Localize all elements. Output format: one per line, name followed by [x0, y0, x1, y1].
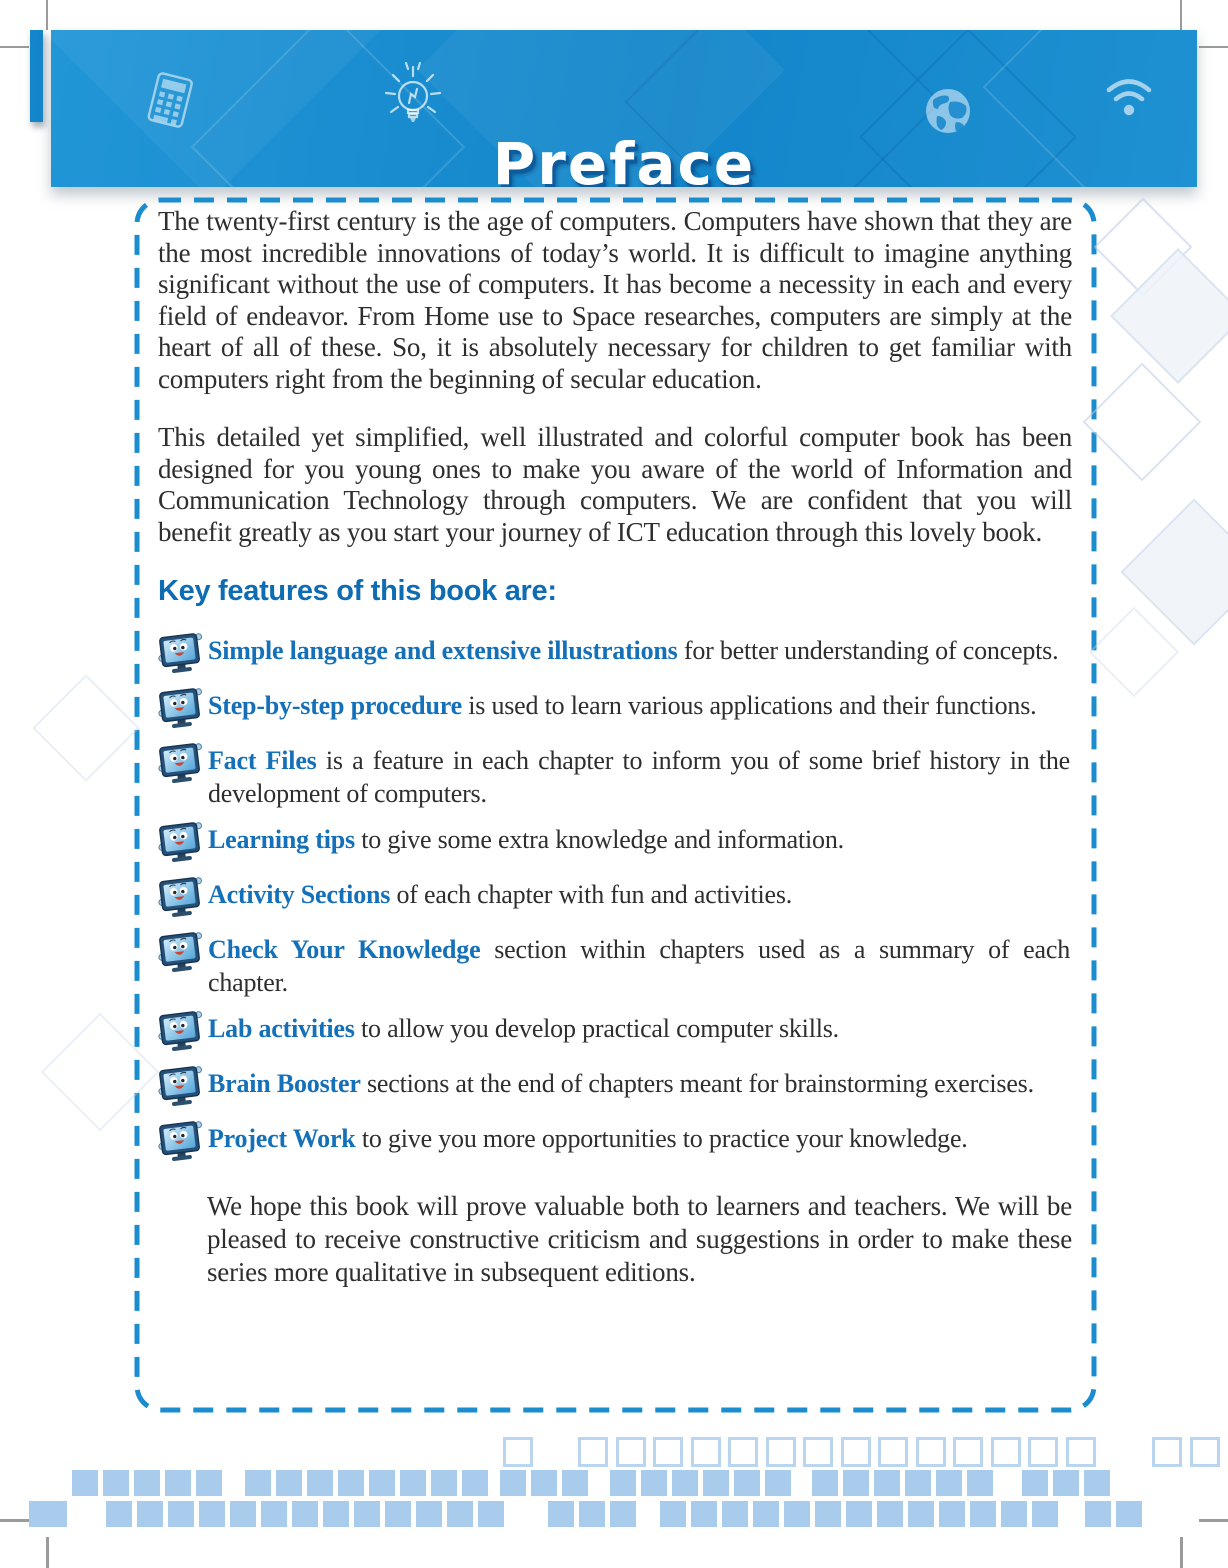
monitor-mascot-icon — [158, 1010, 204, 1054]
pixel-square — [610, 1470, 636, 1496]
pixel-square — [1085, 1501, 1111, 1527]
pixel-square — [841, 1437, 871, 1467]
feature-text: sections at the end of chapters meant for brainstorming exercises. — [360, 1069, 1034, 1098]
pixel-square — [691, 1437, 721, 1467]
pixel-square — [953, 1437, 983, 1467]
list-item — [158, 823, 1072, 865]
pixel-square — [641, 1470, 667, 1496]
pixel-square — [672, 1470, 698, 1496]
pixel-square — [812, 1470, 838, 1496]
list-item — [158, 1067, 1072, 1109]
pixel-square — [106, 1501, 132, 1527]
pixel-square — [503, 1437, 533, 1467]
page-title: Preface — [492, 130, 756, 187]
pixel-square — [616, 1437, 646, 1467]
feature-text: to give some extra knowledge and information. — [354, 825, 844, 854]
pixel-square — [1032, 1501, 1058, 1527]
list-item — [158, 1012, 1072, 1054]
pixel-square — [691, 1501, 717, 1527]
feature-lead: Project Work — [208, 1124, 356, 1153]
header-bleed-tab — [30, 30, 43, 122]
pixel-square — [548, 1501, 574, 1527]
pixel-square — [168, 1501, 194, 1527]
feature-lead: Brain Booster — [208, 1069, 361, 1098]
feature-text: to allow you develop practical computer skills. — [354, 1014, 839, 1043]
feature-lead: Activity Sections — [208, 880, 391, 909]
pixel-square — [803, 1437, 833, 1467]
pixel-square — [400, 1470, 426, 1496]
pixel-square — [1001, 1501, 1027, 1527]
features-list — [158, 634, 1072, 1164]
crop-mark — [0, 46, 29, 48]
list-item — [158, 933, 1072, 999]
feature-lead: Step-by-step procedure — [208, 691, 462, 720]
list-item — [158, 878, 1072, 920]
content-area — [158, 206, 1072, 1289]
pixel-square — [562, 1470, 588, 1496]
feature-lead: Check Your Knowledge — [208, 935, 481, 964]
header-banner — [51, 30, 1197, 187]
feature-text: is used to learn various applications and their functions. — [461, 691, 1037, 720]
pixel-square — [531, 1470, 557, 1496]
pixel-square — [447, 1501, 473, 1527]
pixel-square — [939, 1501, 965, 1527]
pixel-square — [307, 1470, 333, 1496]
pixel-square — [846, 1501, 872, 1527]
margin-diamond — [32, 674, 139, 781]
globe-icon — [923, 86, 973, 136]
feature-lead: Lab activities — [208, 1014, 355, 1043]
pixel-square — [653, 1437, 683, 1467]
pixel-square — [323, 1501, 349, 1527]
pixel-square — [134, 1470, 160, 1496]
pixel-square — [462, 1470, 488, 1496]
monitor-mascot-icon — [158, 1065, 204, 1109]
monitor-mascot-icon — [158, 742, 204, 786]
intro-paragraph-2: This detailed yet simplified, well illustrated and colorful computer book has been designed for you young ones to make you aware of the world of Information and Communication Technology through computers. We are confident that you will benefit greatly as you start your journey of ICT education through this lovely book. — [158, 422, 1072, 547]
margin-diamond — [41, 1013, 160, 1132]
pixel-square — [784, 1501, 810, 1527]
monitor-mascot-icon — [158, 687, 204, 731]
pixel-square — [354, 1501, 380, 1527]
pixel-square — [165, 1470, 191, 1496]
crop-mark — [1180, 0, 1182, 30]
pixel-square — [703, 1470, 729, 1496]
feature-lead: Learning tips — [208, 825, 355, 854]
pixel-square — [196, 1470, 222, 1496]
pixel-square — [877, 1501, 903, 1527]
pixel-square — [579, 1501, 605, 1527]
crop-mark — [1199, 46, 1228, 48]
pixel-square — [276, 1470, 302, 1496]
monitor-mascot-icon — [158, 931, 204, 975]
pixel-square — [815, 1501, 841, 1527]
pixel-square — [610, 1501, 636, 1527]
pixel-square — [1022, 1470, 1048, 1496]
crop-mark — [46, 0, 48, 30]
pixel-square — [416, 1501, 442, 1527]
pixel-square — [29, 1501, 67, 1527]
monitor-mascot-icon — [158, 632, 204, 676]
pixel-square — [385, 1501, 411, 1527]
pixel-square — [103, 1470, 129, 1496]
pixel-square — [292, 1501, 318, 1527]
pixel-square — [936, 1470, 962, 1496]
margin-diamond — [1083, 363, 1202, 482]
crop-mark — [1180, 1537, 1183, 1568]
pixel-square — [766, 1437, 796, 1467]
monitor-mascot-icon — [158, 1120, 204, 1164]
pixel-square — [369, 1470, 395, 1496]
pixel-square — [578, 1437, 608, 1467]
monitor-mascot-icon — [158, 821, 204, 865]
pixel-square — [878, 1437, 908, 1467]
pixel-square — [991, 1437, 1021, 1467]
pixel-square — [874, 1470, 900, 1496]
crop-mark — [46, 1537, 49, 1568]
pixel-square — [843, 1470, 869, 1496]
calculator-icon — [139, 68, 201, 134]
feature-text: section within chapters used as a summary of each chapter. — [208, 935, 1070, 997]
pixel-square — [1116, 1501, 1142, 1527]
features-heading: Key features of this book are: — [158, 575, 557, 607]
closing-paragraph: We hope this book will prove valuable both to learners and teachers. We will be pleased to receive constructive criticism and suggestions in order to make these series more qualitative in subsequent editions. — [207, 1191, 1072, 1287]
pixel-square — [1028, 1437, 1058, 1467]
feature-lead: Simple language and extensive illustrations — [208, 636, 678, 665]
margin-diamond — [1089, 607, 1180, 698]
pixel-square — [137, 1501, 163, 1527]
pixel-square — [261, 1501, 287, 1527]
feature-text: is a feature in each chapter to inform you of some brief history in the development of computers. — [208, 746, 1070, 808]
list-item — [158, 744, 1072, 810]
pixel-square — [338, 1470, 364, 1496]
pixel-square — [1066, 1437, 1096, 1467]
pixel-square — [500, 1470, 526, 1496]
pixel-square — [916, 1437, 946, 1467]
pixel-square — [1084, 1470, 1110, 1496]
pixel-square — [478, 1501, 504, 1527]
wifi-icon — [1103, 72, 1155, 118]
monitor-mascot-icon — [158, 876, 204, 920]
pixel-square — [72, 1470, 98, 1496]
pixel-square — [660, 1501, 686, 1527]
pixel-square — [722, 1501, 748, 1527]
list-item — [158, 634, 1072, 676]
pixel-square — [431, 1470, 457, 1496]
pixel-square — [908, 1501, 934, 1527]
pixel-square — [230, 1501, 256, 1527]
feature-text: of each chapter with fun and activities. — [390, 880, 793, 909]
pixel-square — [728, 1437, 758, 1467]
pixel-square — [1190, 1437, 1220, 1467]
feature-lead: Fact Files — [208, 746, 317, 775]
pixel-square — [1152, 1437, 1182, 1467]
pixel-square — [753, 1501, 779, 1527]
lightbulb-icon — [373, 56, 449, 136]
pixel-square — [765, 1470, 791, 1496]
feature-text: for better understanding of concepts. — [677, 636, 1059, 665]
pixel-square — [970, 1501, 996, 1527]
crop-mark — [1199, 1519, 1228, 1522]
pixel-square — [734, 1470, 760, 1496]
pixel-square — [1053, 1470, 1079, 1496]
intro-paragraph-1: The twenty-first century is the age of computers. Computers have shown that they are the most incredible innovations of today’s world. It is difficult to imagine anything significant without the use of computers. It has become a necessity in each and every field of endeavor. From Home use to Space researches, computers are simply at the heart of all of these. So, it is absolutely necessary for children to get familiar with computers right from the beginning of secular education. — [158, 206, 1072, 394]
list-item — [158, 689, 1072, 731]
crop-mark — [0, 1519, 29, 1522]
feature-text: to give you more opportunities to practice your knowledge. — [355, 1124, 968, 1153]
pixel-square — [905, 1470, 931, 1496]
list-item — [158, 1122, 1072, 1164]
pixel-square — [245, 1470, 271, 1496]
pixel-square — [967, 1470, 993, 1496]
pixel-square — [199, 1501, 225, 1527]
